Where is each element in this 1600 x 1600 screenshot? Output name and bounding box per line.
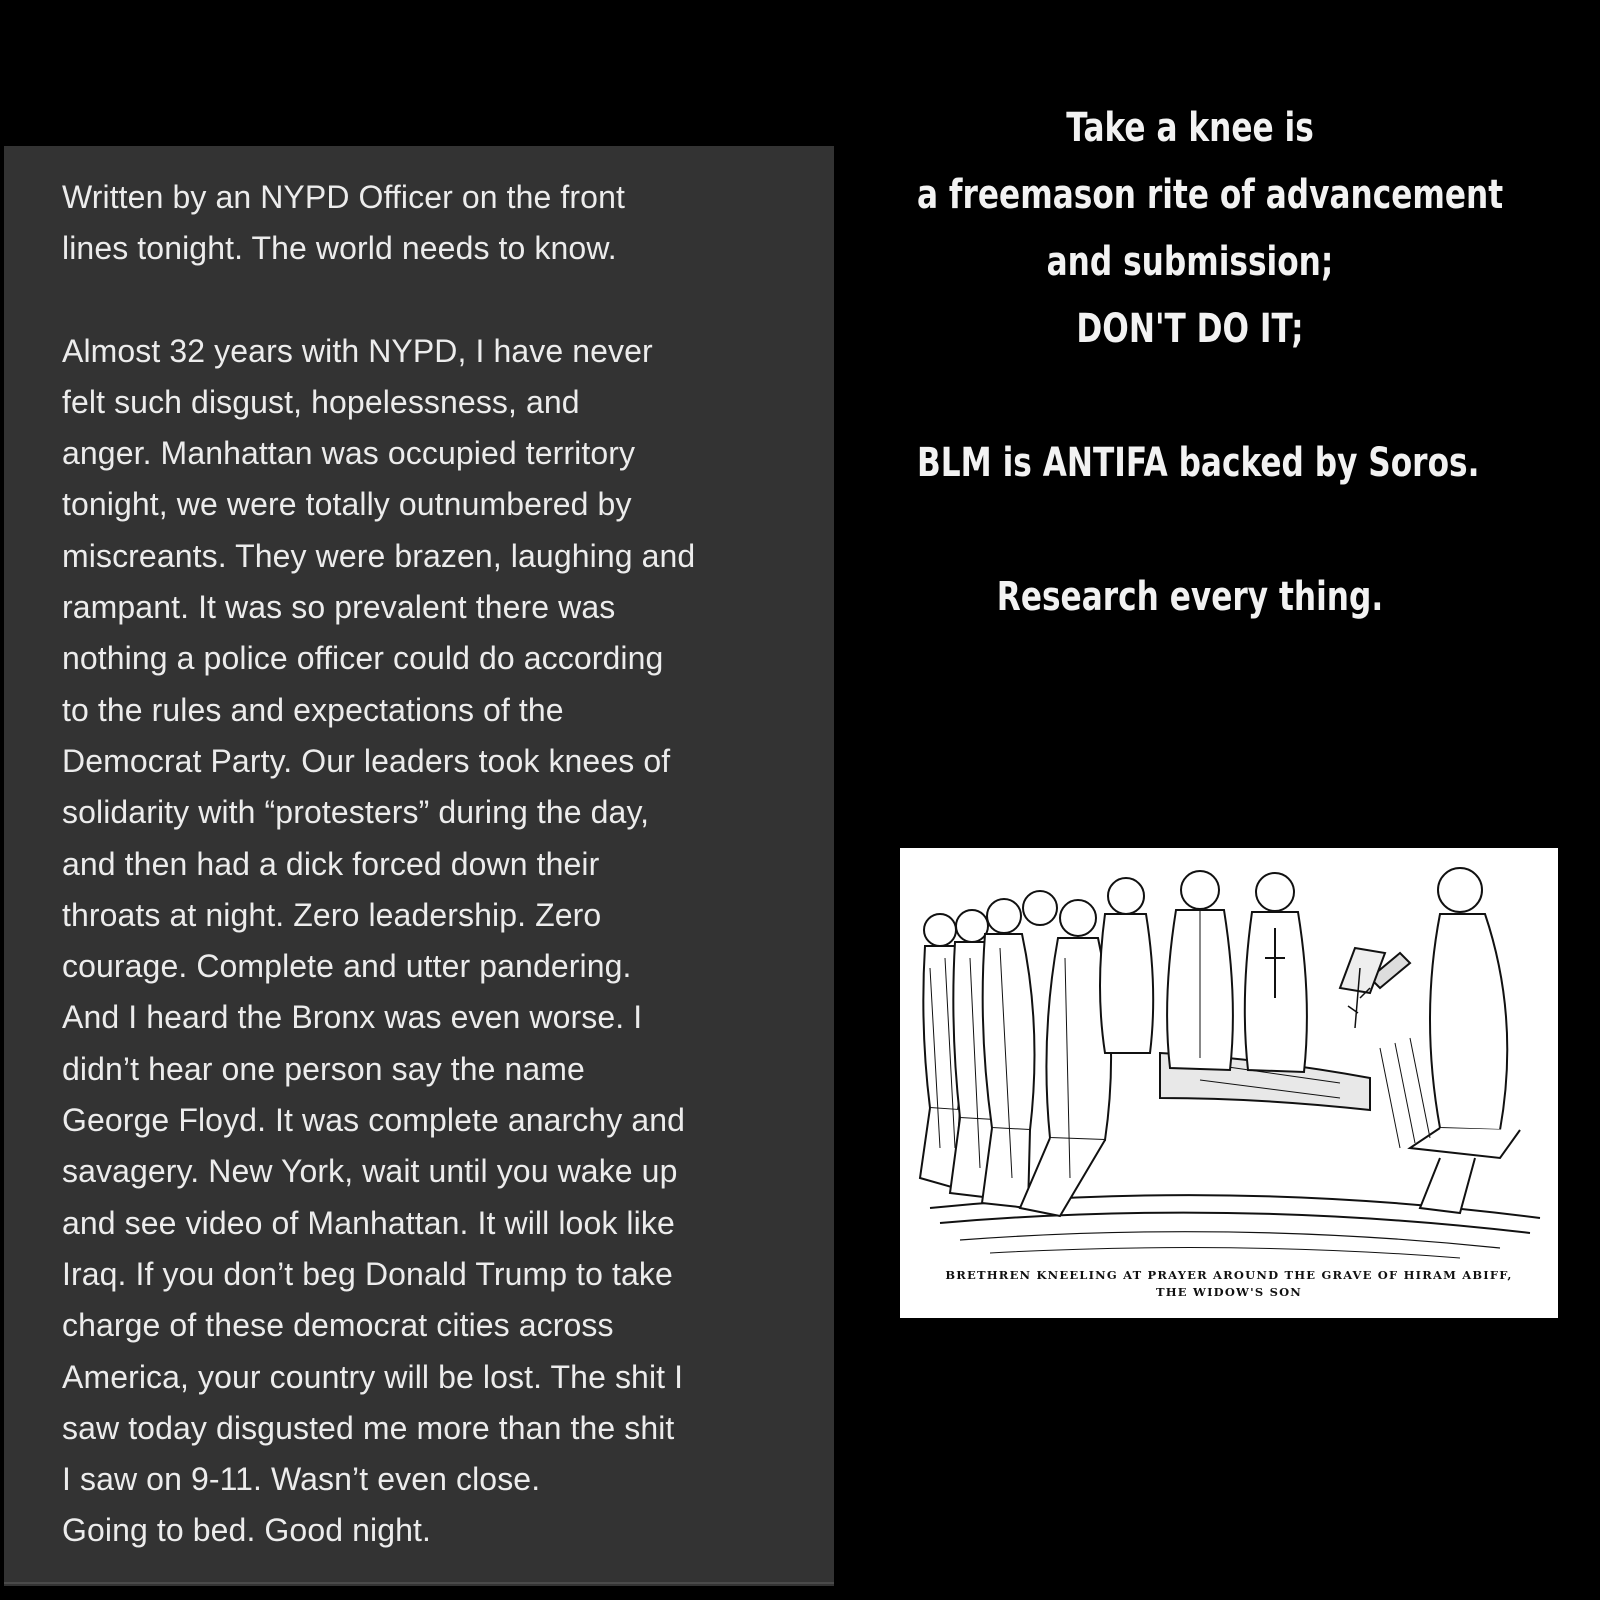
meme-blank-line	[840, 497, 1540, 564]
meme-line: and submission;	[1046, 239, 1334, 285]
note-line: And I heard the Bronx was even worse. I	[62, 999, 643, 1036]
note-line: nothing a police officer could do according	[62, 640, 664, 677]
note-line: courage. Complete and utter pandering.	[62, 948, 632, 985]
note-line: to the rules and expectations of the	[62, 691, 564, 728]
meme-line: DON'T DO IT;	[1076, 306, 1304, 352]
note-line: saw today disgusted me more than the shit	[62, 1409, 675, 1446]
note-line: George Floyd. It was complete anarchy and	[62, 1102, 686, 1139]
note-panel	[4, 146, 834, 1586]
note-line: charge of these democrat cities across	[62, 1307, 614, 1344]
meme-line: a freemason rite of advancement	[917, 172, 1504, 218]
note-line: rampant. It was so prevalent there was	[62, 589, 616, 626]
note-line: Iraq. If you don’t beg Donald Trump to take	[62, 1255, 673, 1292]
engraving-image	[900, 848, 1558, 1318]
note-body	[62, 172, 794, 1557]
note-line: and see video of Manhattan. It will look like	[62, 1204, 675, 1241]
note-line: solidarity with “protesters” during the day,	[62, 794, 650, 831]
meme-line: BLM is ANTIFA backed by Soros.	[917, 440, 1480, 486]
meme-text-block	[840, 95, 1540, 631]
note-line: Democrat Party. Our leaders took knees of	[62, 742, 671, 779]
note-line: lines tonight. The world needs to know.	[62, 230, 617, 267]
note-line: tonight, we were totally outnumbered by	[62, 486, 632, 523]
meme-line: Research every thing.	[996, 574, 1384, 620]
engraving-caption-line2: THE WIDOW'S SON	[1155, 1285, 1303, 1299]
note-line: and then had a dick forced down their	[62, 845, 600, 882]
note-line: I saw on 9-11. Wasn’t even close.	[62, 1461, 541, 1498]
note-line: miscreants. They were brazen, laughing and	[62, 537, 696, 574]
meme-line: Take a knee is	[1066, 105, 1314, 151]
note-line: Almost 32 years with NYPD, I have never	[62, 332, 653, 369]
paragraph-gap	[62, 275, 794, 326]
note-line: didn’t hear one person say the name	[62, 1050, 585, 1087]
engraving-caption: BRETHREN KNEELING AT PRAYER AROUND THE GRAVE OF HIRAM ABIFF,	[945, 1268, 1513, 1282]
note-line: savagery. New York, wait until you wake up	[62, 1153, 678, 1190]
note-line: anger. Manhattan was occupied territory	[62, 435, 636, 472]
note-line: Written by an NYPD Officer on the front	[62, 179, 625, 215]
note-line: throats at night. Zero leadership. Zero	[62, 896, 602, 933]
note-line: Going to bed. Good night.	[62, 1512, 431, 1549]
note-line: felt such disgust, hopelessness, and	[62, 383, 580, 420]
panel-divider	[4, 1582, 834, 1584]
meme-blank-line	[840, 363, 1540, 430]
kneeling-figures-illustration	[900, 848, 1558, 1318]
note-line: America, your country will be lost. The shit I	[62, 1358, 684, 1395]
